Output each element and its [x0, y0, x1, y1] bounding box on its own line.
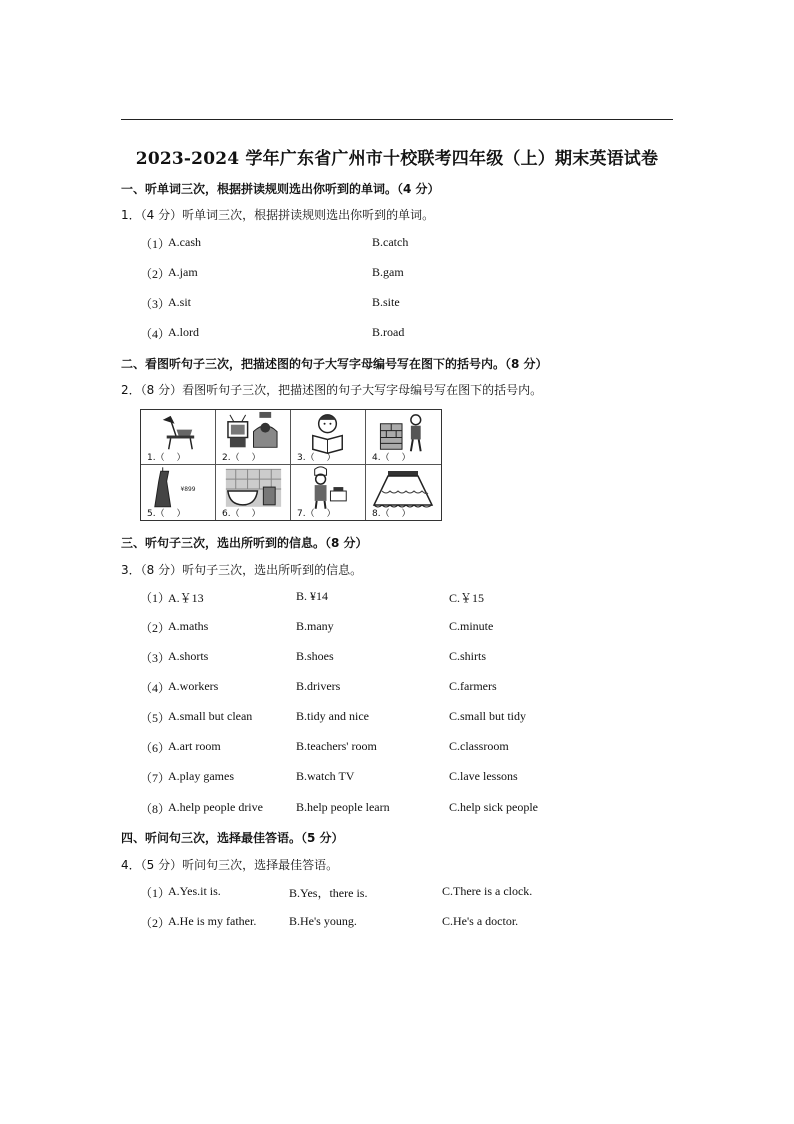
option-b: B.many: [296, 619, 334, 633]
option-a: A.sit: [168, 295, 192, 309]
picture-caption: 7.（ ）: [297, 509, 336, 519]
picture-cell-8: [366, 465, 441, 520]
option-b: B.help people learn: [296, 800, 390, 814]
section-4-heading: 四、听问句三次，选择最佳答语。（5 分）: [121, 831, 344, 845]
option-a: A.art room: [168, 739, 221, 753]
picture-grid: [140, 409, 442, 521]
option-b: B.drivers: [296, 679, 341, 693]
item-number: （1）: [140, 591, 171, 605]
picture-cell-5: [141, 465, 216, 520]
option-a: A.lord: [168, 325, 199, 339]
option-b: B.shoes: [296, 649, 334, 663]
option-b: B.gam: [372, 265, 404, 279]
item-number: （2）: [140, 267, 171, 281]
option-c: C.minute: [449, 619, 494, 633]
item-number: （3）: [140, 297, 171, 311]
option-a: A.play games: [168, 769, 234, 783]
item-number: （2）: [140, 621, 171, 635]
option-b: B.Yes，there is.: [289, 886, 368, 900]
picture-cell-1: [141, 410, 216, 465]
option-a: A.shorts: [168, 649, 209, 663]
item-number: （8）: [140, 802, 171, 816]
item-number: （4）: [140, 327, 171, 341]
section-2-heading: 二、看图听句子三次，把描述图的句子大写字母编号写在图下的括号内。（8 分）: [121, 357, 548, 371]
option-b: B.catch: [372, 235, 409, 249]
option-b: B. ¥14: [296, 589, 329, 603]
option-a: A.small but clean: [168, 709, 253, 723]
page-title: 2023-2024 学年广东省广州市十校联考四年级（上）期末英语试卷: [135, 149, 659, 169]
item-number: （4）: [140, 681, 171, 695]
question-3-stem: 3．（8 分）听句子三次，选出所听到的信息。: [121, 563, 363, 577]
header-rule: [121, 119, 673, 120]
picture-cell-2: [216, 410, 291, 465]
option-a: A.He is my father.: [168, 914, 257, 928]
option-c: C.shirts: [449, 649, 487, 663]
section-1-heading: 一、听单词三次，根据拼读规则选出你听到的单词。（4 分）: [121, 182, 440, 196]
picture-cell-4: [366, 410, 441, 465]
picture-cell-3: [291, 410, 366, 465]
picture-caption: 3.（ ）: [297, 453, 336, 463]
option-a: A.Yes.it is.: [168, 884, 221, 898]
picture-caption: 4.（ ）: [372, 453, 411, 463]
option-b: B.teachers' room: [296, 739, 377, 753]
picture-caption: 8.（ ）: [372, 509, 411, 519]
item-number: （2）: [140, 916, 171, 930]
option-c: C.farmers: [449, 679, 497, 693]
option-b: B.watch TV: [296, 769, 355, 783]
question-4-stem: 4．（5 分）听问句三次，选择最佳答语。: [121, 858, 339, 872]
dress-price: ¥899: [180, 487, 196, 494]
picture-cell-7: [291, 465, 366, 520]
option-a: A.￥13: [168, 591, 204, 605]
item-number: （1）: [140, 886, 171, 900]
option-c: C.There is a clock.: [442, 884, 533, 898]
section-3-heading: 三、听句子三次，选出所听到的信息。（8 分）: [121, 536, 368, 550]
option-a: A.help people drive: [168, 800, 263, 814]
option-c: C.help sick people: [449, 800, 538, 814]
picture-caption: 5.（ ）: [147, 509, 186, 519]
item-number: （1）: [140, 237, 171, 251]
option-a: A.workers: [168, 679, 219, 693]
item-number: （5）: [140, 711, 171, 725]
item-number: （3）: [140, 651, 171, 665]
option-c: C.classroom: [449, 739, 509, 753]
option-b: B.He's young.: [289, 914, 357, 928]
option-c: C.small but tidy: [449, 709, 527, 723]
option-c: C.lave lessons: [449, 769, 518, 783]
option-b: B.road: [372, 325, 405, 339]
item-number: （7）: [140, 771, 171, 785]
question-2-stem: 2．（8 分）看图听句子三次，把描述图的句子大写字母编号写在图下的括号内。: [121, 383, 543, 397]
option-c: C.He's a doctor.: [442, 914, 519, 928]
option-b: B.site: [372, 295, 400, 309]
option-a: A.maths: [168, 619, 209, 633]
item-number: （6）: [140, 741, 171, 755]
picture-caption: 2.（ ）: [222, 453, 261, 463]
picture-caption: 6.（ ）: [222, 509, 261, 519]
question-1-stem: 1．（4 分）听单词三次，根据拼读规则选出你听到的单词。: [121, 208, 435, 222]
picture-cell-6: [216, 465, 291, 520]
picture-caption: 1.（ ）: [147, 453, 186, 463]
option-c: C.￥15: [449, 591, 485, 605]
option-a: A.jam: [168, 265, 198, 279]
option-b: B.tidy and nice: [296, 709, 369, 723]
option-a: A.cash: [168, 235, 201, 249]
